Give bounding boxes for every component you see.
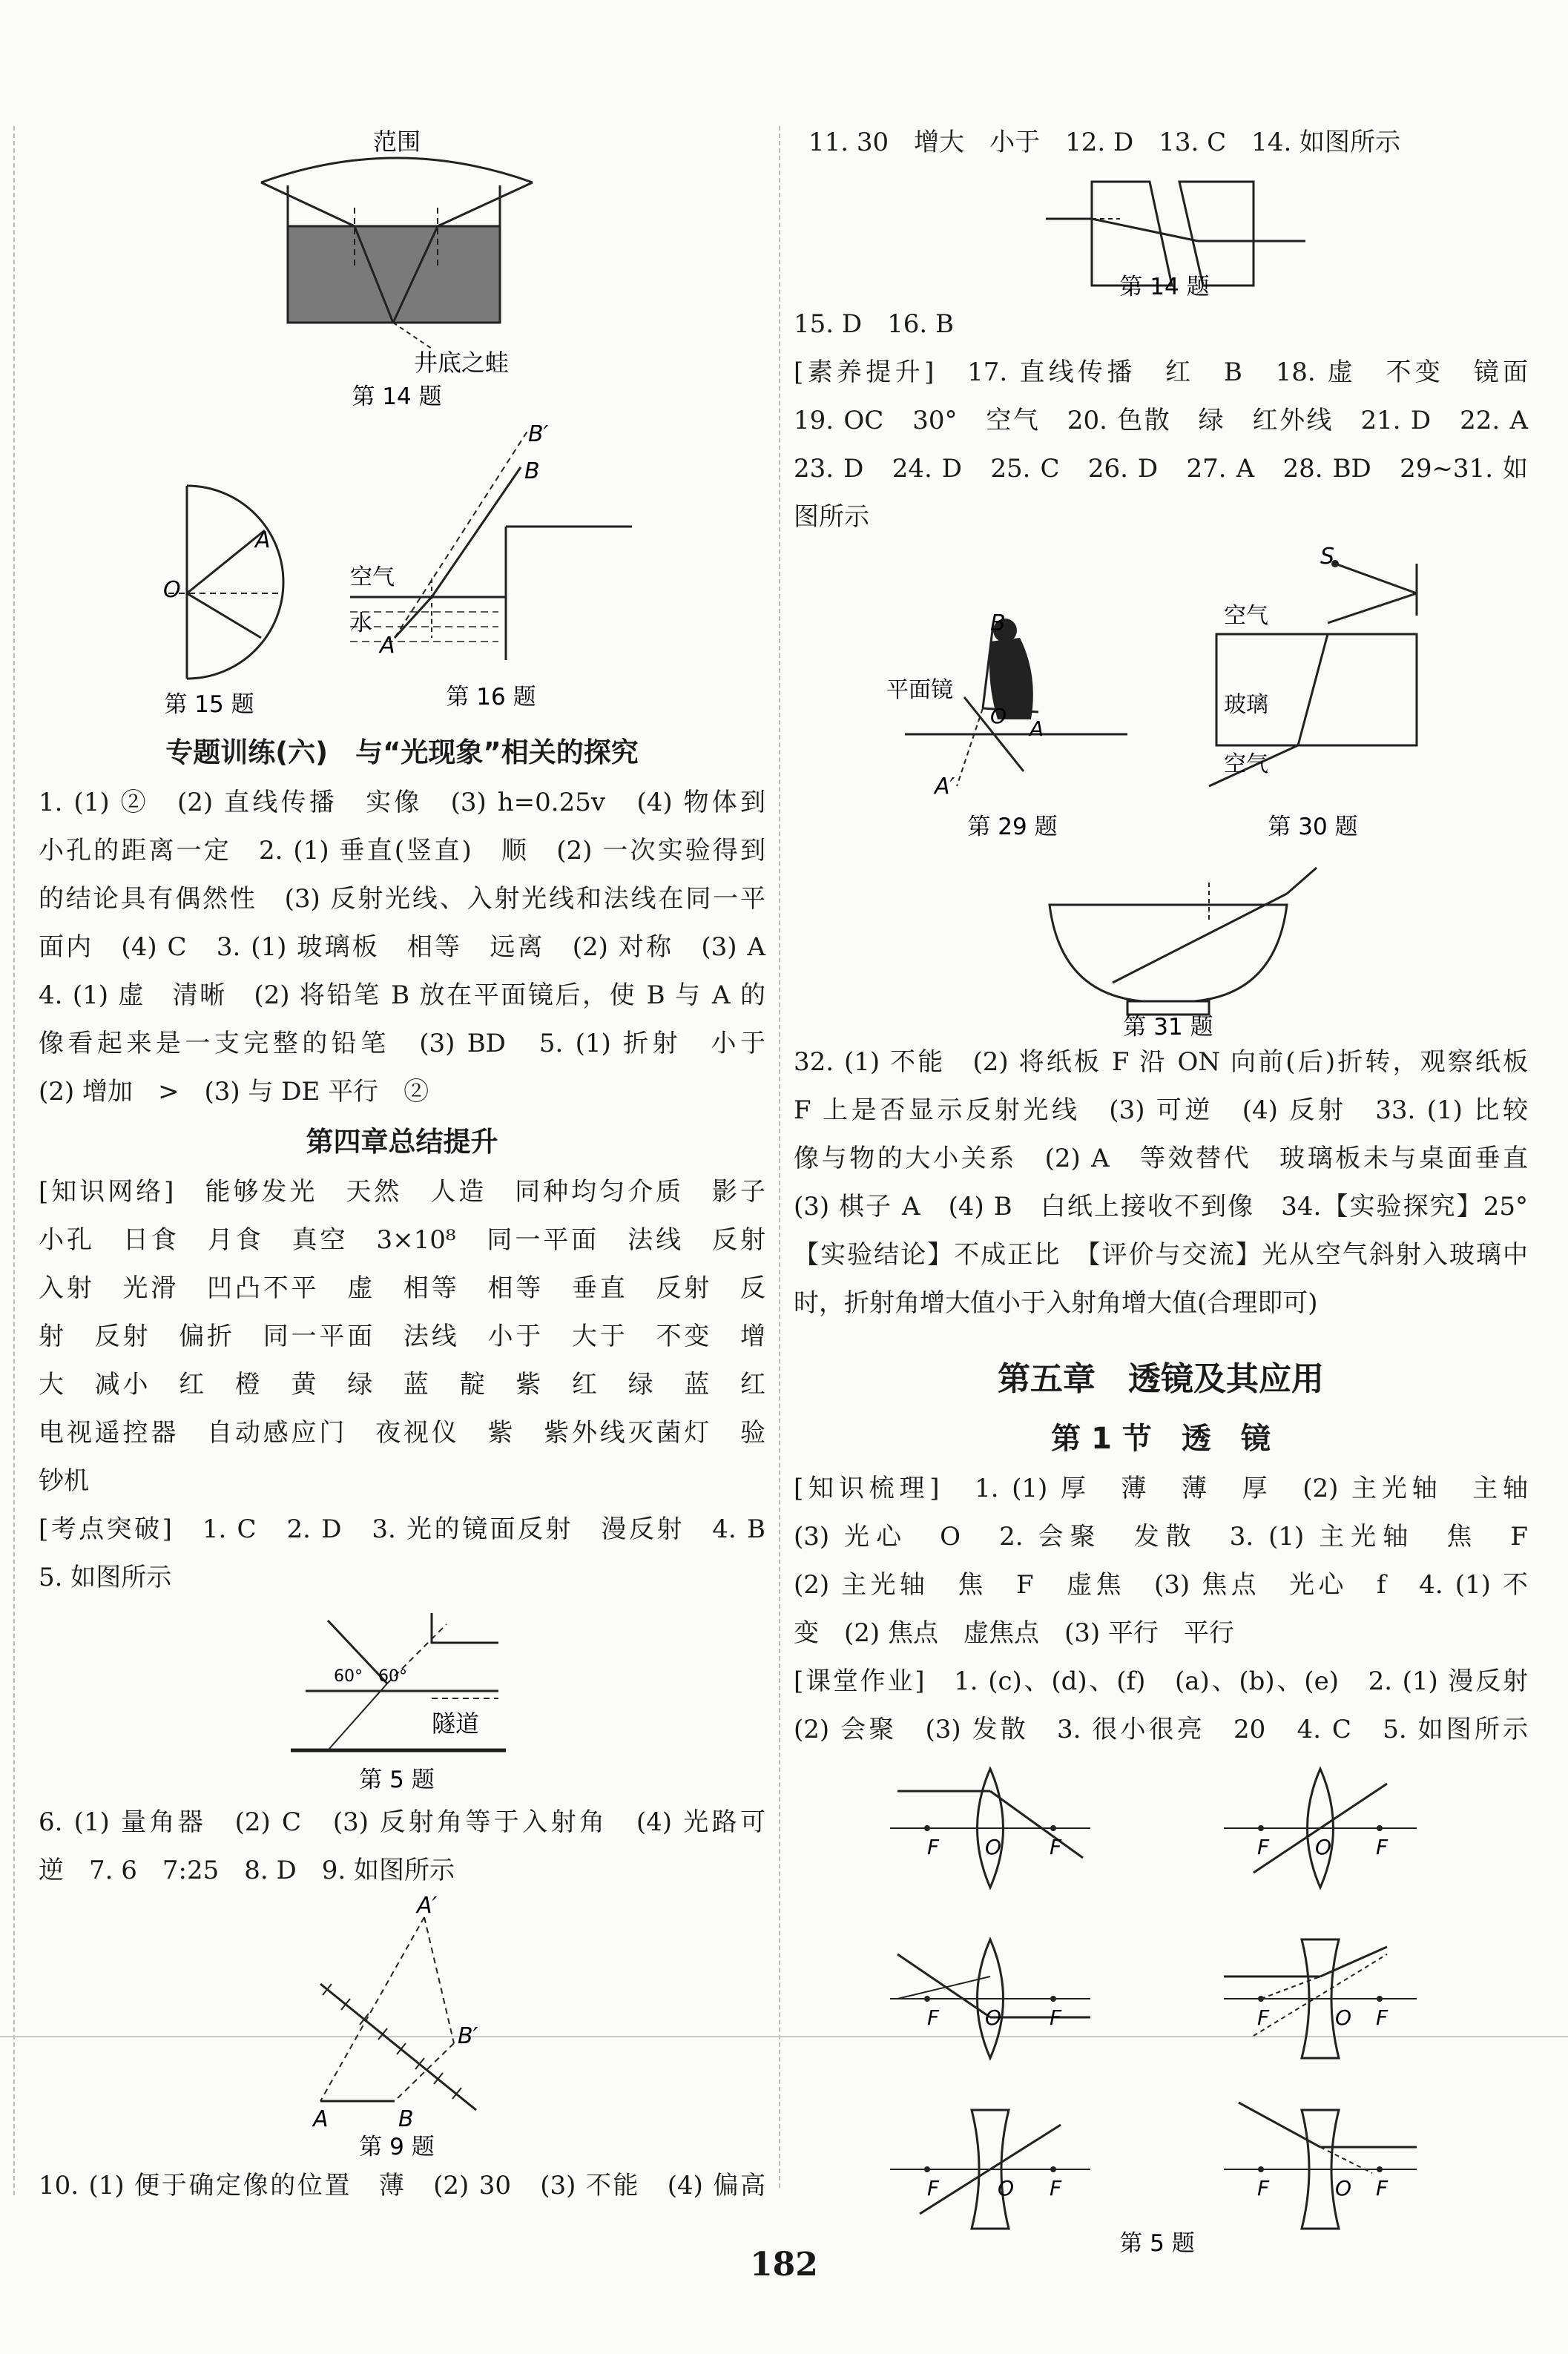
chapter-4-summary-title: 第四章总结提升 <box>306 1126 498 1158</box>
figures-29-30-diagram <box>794 541 1528 853</box>
text-line: 6. (1) 量角器 (2) C (3) 反射角等于入射角 (4) 光路可 <box>39 1807 765 1837</box>
fig16-air-label: 空气 <box>350 564 395 590</box>
label-f: F <box>1376 2176 1389 2200</box>
convex-lens-3 <box>890 1939 1090 2058</box>
text-line: 大 减小 红 橙 黄 绿 蓝 靛 紫 红 绿 蓝 红 <box>39 1370 765 1399</box>
text-line: 电视遥控器 自动感应门 夜视仪 紫 紫外线灭菌灯 验 <box>39 1418 765 1448</box>
text-line: 的结论具有偶然性 (3) 反射光线、入射光线和法线在同一平 <box>39 884 765 914</box>
figure-14-diagram <box>39 119 765 415</box>
label-f: F <box>1257 2176 1270 2200</box>
fig9-caption: 第 9 题 <box>359 2134 435 2160</box>
fig16-label-bp: B′ <box>528 421 549 447</box>
figure-5-lenses-diagram <box>794 1754 1528 2258</box>
text-line: [知识网络] 能够发光 天然 人造 同种均匀介质 影子 <box>39 1177 765 1207</box>
concave-lens-2 <box>890 2110 1090 2229</box>
fig29-label-ap: A′ <box>935 774 955 799</box>
label-o: O <box>985 2005 1002 2030</box>
text-line: 【实验结论】不成正比 【评价与交流】光从空气斜射入玻璃中 <box>794 1240 1528 1270</box>
fig15-label-o: O <box>163 577 181 603</box>
fig5-lenses-caption: 第 5 题 <box>1119 2230 1195 2257</box>
figure-9-mirror-image <box>39 1895 765 2162</box>
label-f: F <box>927 2176 940 2200</box>
fig16-label-a: A <box>380 633 395 659</box>
fig31-caption: 第 31 题 <box>1123 1014 1213 1038</box>
figure-5-diagram <box>39 1602 765 1799</box>
chapter-4-answers <box>39 1168 765 1602</box>
fig5-angle-1: 60° <box>334 1667 363 1686</box>
text-line: (2) 主光轴 焦 F 虚焦 (3) 焦点 光心 f 4. (1) 不 <box>794 1570 1528 1600</box>
text-line: (2) 会聚 (3) 发散 3. 很小很亮 20 4. C 5. 如图所示 <box>794 1715 1528 1744</box>
text-line: 19. OC 30° 空气 20. 色散 绿 红外线 21. D 22. A <box>794 406 1528 435</box>
text-line: 1. (1) ② (2) 直线传播 实像 (3) h=0.25v (4) 物体到 <box>39 788 765 817</box>
figure-5-lenses <box>794 1754 1528 2258</box>
fig30-air-label-1: 空气 <box>1224 603 1268 629</box>
text-line: 23. D 24. D 25. C 26. D 27. A 28. BD 29~31. 如 <box>794 454 1528 484</box>
fig30-label-s: S <box>1320 544 1335 570</box>
text-line: (2) 增加 > (3) 与 DE 平行 ② <box>39 1077 429 1107</box>
fig9-label-a: A <box>313 2106 329 2132</box>
fig29-label-o: O <box>990 704 1007 728</box>
text-line: 小孔 日食 月食 真空 3×10⁸ 同一平面 法线 反射 <box>39 1225 765 1255</box>
label-o: O <box>1315 1835 1332 1859</box>
fig14-bottom-label: 井底之蛙 <box>413 349 510 377</box>
label-o: O <box>1335 2176 1352 2200</box>
text-line: 11. 30 增大 小于 12. D 13. C 14. 如图所示 <box>808 128 1401 157</box>
figures-29-30 <box>794 541 1528 853</box>
text-line: 逆 7. 6 7:25 8. D 9. 如图所示 <box>39 1856 455 1885</box>
left-margin-line <box>13 126 15 2195</box>
fig16-caption: 第 16 题 <box>446 684 536 711</box>
figure-9-diagram <box>39 1895 765 2162</box>
fig29-mirror-label: 平面镜 <box>886 677 953 703</box>
text-line: [知识梳理] 1. (1) 厚 薄 薄 厚 (2) 主光轴 主轴 <box>794 1474 1528 1503</box>
label-o: O <box>998 2176 1015 2200</box>
fig30-glass-label: 玻璃 <box>1224 692 1268 718</box>
text-line: 变 (2) 焦点 虚焦点 (3) 平行 平行 <box>794 1618 1234 1648</box>
right-answers-1 <box>794 300 1528 541</box>
fig9-label-ap: A′ <box>417 1895 438 1919</box>
fig5-caption: 第 5 题 <box>359 1767 435 1793</box>
label-f: F <box>1050 1835 1062 1859</box>
fig14-top-label: 范围 <box>372 128 421 156</box>
text-line: 时，折射角增大值小于入射角增大值(合理即可) <box>794 1288 1318 1318</box>
figure-14-prisms-diagram <box>794 167 1528 300</box>
fig9-label-b: B <box>398 2106 414 2132</box>
label-f: F <box>1050 2005 1062 2030</box>
page-number: 182 <box>750 2246 818 2284</box>
chapter-5-title: 第五章 透镜及其应用 <box>998 1360 1324 1398</box>
right-answers-3 <box>794 1465 1528 1754</box>
section-6-answers <box>39 779 765 1116</box>
fig15-caption: 第 15 题 <box>164 691 254 718</box>
label-f: F <box>1050 2176 1062 2200</box>
text-line: 4. (1) 虚 清晰 (2) 将铅笔 B 放在平面镜后，使 B 与 A 的 <box>39 980 765 1010</box>
convex-lens-2 <box>1224 1769 1417 1888</box>
fig9-label-bp: B′ <box>458 2023 478 2049</box>
figures-15-16-diagram <box>39 415 765 727</box>
concave-lens-1 <box>1224 1939 1417 2058</box>
text-line: 像与物的大小关系 (2) A 等效替代 玻璃板未与桌面垂直 <box>794 1144 1528 1173</box>
text-line: [课堂作业] 1. (c)、(d)、(f) (a)、(b)、(e) 2. (1) 漫反射 <box>794 1666 1528 1696</box>
text-line: 图所示 <box>794 502 869 532</box>
text-line: 钞机 <box>39 1466 89 1496</box>
text-line: (3) 棋子 A (4) B 白纸上接收不到像 34.【实验探究】25° <box>794 1192 1528 1221</box>
text-line: 像看起来是一支完整的铅笔 (3) BD 5. (1) 折射 小于 <box>39 1029 765 1058</box>
text-line: 小孔的距离一定 2. (1) 垂直(竖直) 顺 (2) 一次实验得到 <box>39 836 765 866</box>
convex-lens-1 <box>890 1769 1090 1888</box>
fig14-prisms-caption: 第 14 题 <box>1119 274 1210 300</box>
section-1-title: 第 1 节 透 镜 <box>1051 1422 1271 1456</box>
right-column <box>794 119 1528 2258</box>
fig29-label-a: A <box>1030 716 1044 741</box>
chapter-4-answers-cont <box>39 1799 765 1895</box>
figure-14-prisms <box>794 167 1528 300</box>
text-line: 5. 如图所示 <box>39 1563 172 1592</box>
column-divider <box>779 126 780 2188</box>
label-f: F <box>927 1835 940 1859</box>
figure-31-diagram <box>794 853 1528 1038</box>
fig29-caption: 第 29 题 <box>967 814 1058 840</box>
label-f: F <box>1376 1835 1389 1859</box>
concave-lens-3 <box>1224 2103 1417 2229</box>
fig16-water-label: 水 <box>350 610 372 636</box>
fig5-tunnel-label: 隧道 <box>432 1710 480 1738</box>
label-o: O <box>985 1835 1002 1859</box>
fig16-label-b: B <box>524 458 540 484</box>
figure-5-tunnel <box>39 1602 765 1799</box>
fig14-caption: 第 14 题 <box>352 383 442 410</box>
left-column <box>39 119 765 2210</box>
label-f: F <box>1376 2005 1389 2030</box>
section-6-title: 专题训练(六) 与“光现象”相关的探究 <box>165 736 639 768</box>
label-f: F <box>927 2005 940 2030</box>
fig29-label-b: B <box>990 610 1006 636</box>
figure-31-bowl <box>794 853 1528 1038</box>
text-line: [素养提升] 17. 直线传播 红 B 18. 虚 不变 镜面 <box>794 357 1528 387</box>
label-f: F <box>1257 2005 1270 2030</box>
text-line: [考点突破] 1. C 2. D 3. 光的镜面反射 漫反射 4. B <box>39 1514 765 1544</box>
figure-14-frog-well <box>39 119 765 415</box>
text-line: 32. (1) 不能 (2) 将纸板 F 沿 ON 向前(后)折转，观察纸板 <box>794 1047 1528 1077</box>
label-o: O <box>1335 2005 1352 2030</box>
right-answers-2 <box>794 1038 1528 1328</box>
text-line: 射 反射 偏折 同一平面 法线 小于 大于 不变 增 <box>39 1322 765 1351</box>
text-line: (3) 光心 O 2. 会聚 发散 3. (1) 主光轴 焦 F <box>794 1522 1528 1552</box>
text-line: 入射 光滑 凹凸不平 虚 相等 相等 垂直 反射 反 <box>39 1273 765 1303</box>
text-line: 面内 (4) C 3. (1) 玻璃板 相等 远离 (2) 对称 (3) A <box>39 932 765 962</box>
text-line: 15. D 16. B <box>794 309 955 339</box>
fig30-caption: 第 30 题 <box>1268 814 1358 840</box>
text-line: F 上是否显示反射光线 (3) 可逆 (4) 反射 33. (1) 比较 <box>794 1095 1528 1125</box>
label-f: F <box>1257 1835 1270 1859</box>
fig15-label-a: A <box>255 527 271 553</box>
text-line: 10. (1) 便于确定像的位置 薄 (2) 30 (3) 不能 (4) 偏高 <box>39 2171 765 2200</box>
figures-15-16 <box>39 415 765 727</box>
fig5-angle-2: 60° <box>378 1667 407 1686</box>
fig30-air-label-2: 空气 <box>1224 751 1268 777</box>
